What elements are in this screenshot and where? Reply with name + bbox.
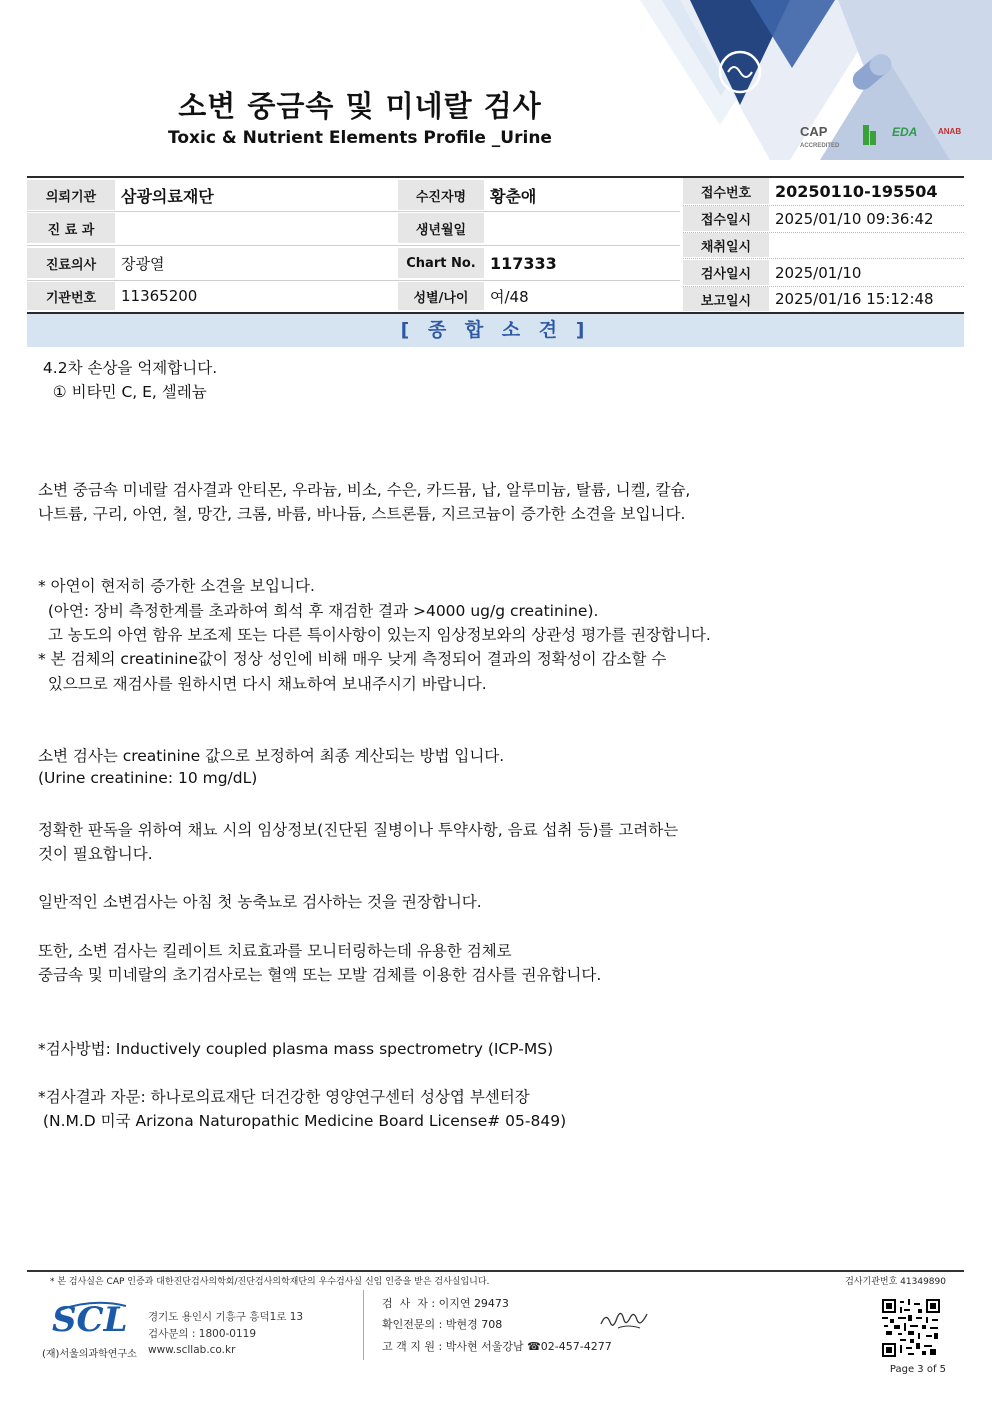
footer-inst-code: 검사기관번호 41349890 (845, 1277, 946, 1287)
header-decoration (640, 0, 992, 160)
receipt-date-label: 접수일시 (683, 206, 769, 231)
chart-label: Chart No. (398, 248, 484, 278)
sex-age-value: 여/48 (490, 287, 529, 306)
report-date-value: 2025/01/16 15:12:48 (775, 290, 934, 308)
patient-label: 수진자명 (398, 180, 484, 210)
institution-label: 의뢰기관 (27, 180, 115, 210)
footer-separator (363, 1290, 364, 1360)
body-line: * 본 검체의 creatinine값이 정상 성인에 비해 매우 낮게 측정되어 결과의 정확성이 감소할 수 (38, 650, 667, 668)
body-line: ① 비타민 C, E, 셀레늄 (38, 383, 207, 401)
org-address: 경기도 용인시 기흥구 흥덕1로 13 (148, 1311, 304, 1323)
scl-logo-swoosh (58, 1300, 128, 1312)
body-line: *검사방법: Inductively coupled plasma mass spectrometry (ICP-MS) (38, 1040, 554, 1058)
doctor-value: 장광열 (121, 254, 165, 273)
receipt-date-value: 2025/01/10 09:36:42 (775, 209, 934, 228)
org-name: (재)서울의과학연구소 (42, 1349, 137, 1360)
org-website[interactable]: www.scllab.co.kr (148, 1344, 236, 1356)
body-line: 4.2차 손상을 억제합니다. (38, 359, 218, 377)
body-line: 것이 필요합니다. (38, 845, 153, 863)
birth-label: 생년월일 (398, 213, 484, 243)
body-line: 소변 검사는 creatinine 값으로 보정하여 최종 계산되는 방법 입니다. (38, 747, 505, 765)
anab-logo: ANAB (938, 127, 962, 136)
patient-value: 황춘애 (490, 186, 537, 206)
test-date-value: 2025/01/10 (775, 263, 862, 282)
collect-value (769, 233, 964, 257)
body-line: 고 농도의 아연 함유 보조제 또는 다른 특이사항이 있는지 임상정보와의 상관성 평가를 권장합니다. (38, 626, 711, 644)
eda-logo: EDA (892, 125, 918, 139)
cap-logo: CAP (800, 124, 828, 139)
doctor-label: 진료의사 (27, 248, 115, 278)
body-line: (아연: 장비 측정한계를 초과하여 희석 후 재검한 결과 >4000 ug/g creatinine). (38, 602, 599, 620)
body-line: * 아연이 현저히 증가한 소견을 보입니다. (38, 577, 315, 595)
inst-no-value: 11365200 (121, 287, 198, 305)
body-line: 나트륨, 구리, 아연, 철, 망간, 크롬, 바륨, 바나듐, 스트론튬, 지르코늄이 증가한 소견을 보입니다. (38, 505, 686, 523)
specialist: 확인전문의 : 박현경 708 (382, 1318, 503, 1331)
body-line: 정확한 판독을 위하여 채뇨 시의 임상정보(진단된 질병이나 투약사항, 음료 섭취 등)를 고려하는 (38, 821, 679, 839)
dept-value (115, 213, 395, 243)
examiner: 검 사 자 : 이지연 29473 (382, 1297, 509, 1310)
report-title: 소변 중금속 및 미네랄 검사 (178, 89, 542, 123)
scl-logo: SCL (52, 1300, 128, 1340)
receipt-no-value: 20250110-195504 (775, 181, 938, 201)
sex-age-label: 성별/나이 (398, 282, 484, 310)
dept-label: 진 료 과 (27, 213, 115, 243)
svg-text:ACCREDITED: ACCREDITED (800, 143, 840, 149)
inst-no-label: 기관번호 (27, 282, 115, 310)
body-line: 있으므로 재검사를 원하시면 다시 채뇨하여 보내주시기 바랍니다. (38, 675, 487, 693)
body-line: (Urine creatinine: 10 mg/dL) (38, 769, 258, 787)
page-number: Page 3 of 5 (889, 1364, 946, 1375)
birth-value (484, 213, 680, 243)
qr-code-icon (882, 1299, 940, 1357)
report-date-label: 보고일시 (683, 287, 769, 311)
lm-logo (863, 125, 869, 145)
customer-support: 고 객 지 원 : 박사현 서울강남 ☎02-457-4277 (382, 1340, 612, 1353)
receipt-no-label: 접수번호 (683, 178, 769, 204)
test-date-label: 검사일시 (683, 260, 769, 285)
institution-value: 삼광의료재단 (121, 186, 214, 206)
body-line: 일반적인 소변검사는 아침 첫 농축뇨로 검사하는 것을 권장합니다. (38, 893, 482, 911)
org-phone: 검사문의 : 1800-0119 (148, 1328, 257, 1340)
collect-label: 채취일시 (683, 233, 769, 257)
report-subtitle: Toxic & Nutrient Elements Profile _Urine (168, 128, 552, 148)
signature (598, 1308, 650, 1332)
body-line: (N.M.D 미국 Arizona Naturopathic Medicine Board License# 05-849) (38, 1112, 567, 1130)
footer-certification-note: * 본 검사실은 CAP 인증과 대한진단검사의학회/진단검사의학재단의 우수검사실 신임 인증을 받은 검사실입니다. (50, 1277, 490, 1287)
summary-section-title: [ 종 합 소 견 ] (27, 314, 964, 347)
footer-divider (27, 1270, 964, 1272)
body-line: 소변 중금속 미네랄 검사결과 안티몬, 우라늄, 비소, 수은, 카드뮴, 납, 알루미늄, 탈륨, 니켈, 칼슘, (38, 481, 691, 499)
body-line: *검사결과 자문: 하나로의료재단 더건강한 영양연구센터 성상엽 부센터장 (38, 1088, 530, 1106)
chart-value: 117333 (490, 253, 557, 273)
body-line: 중금속 및 미네랄의 초기검사로는 혈액 또는 모발 검체를 이용한 검사를 권유합니다. (38, 966, 602, 984)
body-line: 또한, 소변 검사는 킬레이트 치료효과를 모니터링하는데 유용한 검체로 (38, 942, 512, 960)
